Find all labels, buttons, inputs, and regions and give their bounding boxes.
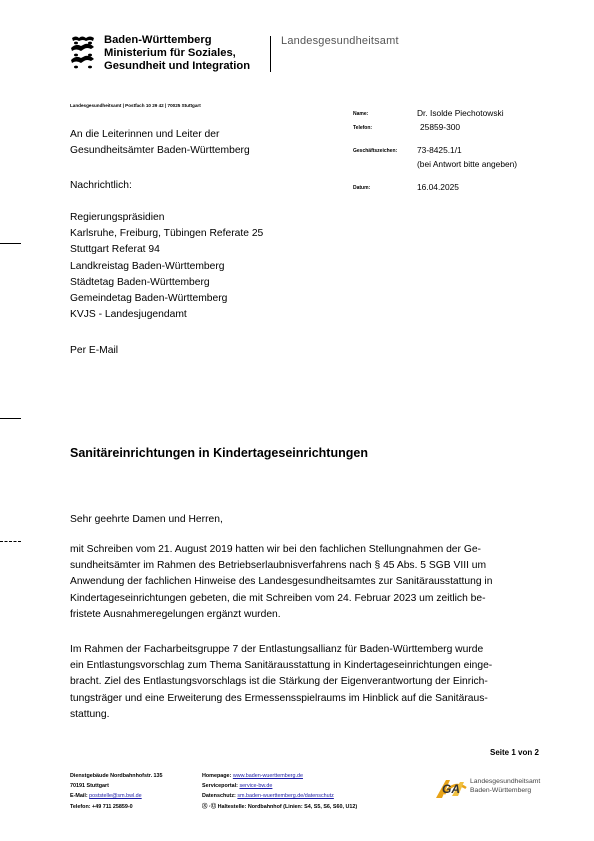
logo-text-line: Landesgesundheitsamt xyxy=(470,778,541,785)
cc-list xyxy=(70,210,263,323)
cc-item: Stuttgart Referat 94 xyxy=(70,244,160,256)
ministry-name xyxy=(104,34,250,73)
cc-item: Gemeindetag Baden-Württemberg xyxy=(70,293,228,305)
cc-item: Regierungspräsidien xyxy=(70,212,165,223)
paragraph-line: mit Schreiben vom 21. August 2019 hatten wir bei den fachlichen Stellungnahmen der Ge- xyxy=(70,544,481,555)
cc-item: KVJS - Landesjugendamt xyxy=(70,309,187,321)
footer-email-label: E-Mail: xyxy=(70,793,88,800)
footer-transit: Haltestelle: Nordbahnhof (Linien: S4, S5, S6, S60, U12) xyxy=(217,803,358,810)
recipient-address xyxy=(70,127,250,159)
header-divider xyxy=(270,36,271,72)
sbahn-icon: Ⓢ xyxy=(202,803,208,810)
footer-privacy-label: Datenschutz: xyxy=(202,793,236,800)
date-label: Datum: xyxy=(353,185,371,191)
logo-text-line: Baden-Württemberg xyxy=(470,786,532,794)
paragraph-line: ein Entlastungsvorschlag zum Thema Sanitärausstattung in Kindertageseinrichtungen einge- xyxy=(70,660,493,672)
salutation: Sehr geehrte Damen und Herren, xyxy=(70,514,223,525)
paragraph-line: sundheitsämter im Rahmen des Betriebserlaubnisverfahrens nach § 45 Abs. 5 SGB VIII um xyxy=(70,560,487,572)
lga-logo-text xyxy=(470,778,540,795)
sender-address-line: Landesgesundheitsamt | Postfach 10 29 42 | 70025 Stuttgart xyxy=(70,103,201,108)
ubahn-icon: ·Ⓤ xyxy=(208,803,217,810)
footer-address xyxy=(70,771,163,812)
recipient-line: An die Leiterinnen und Leiter der xyxy=(70,129,220,140)
fold-mark xyxy=(0,418,21,419)
recipient-line: Gesundheitsämter Baden-Württemberg xyxy=(70,145,250,157)
paragraph-line: Kindertageseinrichtungen gebeten, die mit Schreiben vom 24. Februar 2023 um zeitlich be- xyxy=(70,592,486,604)
department-name: Landesgesundheitsamt xyxy=(281,35,399,47)
footer-city: 70191 Stuttgart xyxy=(70,783,109,790)
footer-privacy-link[interactable]: sm.baden-wuerttemberg.de/datenschutz xyxy=(237,793,334,800)
paragraph-line: tungsträger und eine Erweiterung des Ermessensspielraums im Hinblick auf die Sanitäraus- xyxy=(70,692,488,704)
date-value: 16.04.2025 xyxy=(417,182,459,192)
page-number: Seite 1 von 2 xyxy=(490,748,539,757)
footer-email-row xyxy=(70,791,163,801)
ministry-line: Ministerium für Soziales, xyxy=(104,47,236,59)
coat-of-arms-icon xyxy=(70,34,96,72)
phone-value: 25859-300 xyxy=(420,122,461,132)
name-value: Dr. Isolde Piechotowski xyxy=(417,108,504,118)
footer-homepage-link[interactable]: www.baden-wuerttemberg.de xyxy=(232,773,303,779)
footer-homepage-label: Homepage: xyxy=(202,773,232,779)
ministry-line: Gesundheit und Integration xyxy=(104,60,251,72)
cc-item: Karlsruhe, Freiburg, Tübingen Referate 25 xyxy=(70,228,264,240)
phone-label: Telefon: xyxy=(353,125,373,131)
body-paragraph xyxy=(70,642,532,723)
reference-note: (bei Antwort bitte angeben) xyxy=(417,159,518,169)
name-label: Name: xyxy=(353,111,369,117)
footer-privacy-row xyxy=(202,791,357,801)
cc-item: Städtetag Baden-Württemberg xyxy=(70,276,210,288)
svg-text:GA: GA xyxy=(442,782,460,796)
paragraph-line: Im Rahmen der Facharbeitsgruppe 7 der Entlastungsallianz für Baden-Württemberg wurde xyxy=(70,644,484,655)
cc-item: Landkreistag Baden-Württemberg xyxy=(70,260,225,272)
reference-label: Geschäftszeichen: xyxy=(353,148,398,154)
footer-building: Dienstgebäude Nordbahnhofstr. 135 xyxy=(70,773,163,779)
footer-service-link[interactable]: service-bw.de xyxy=(239,783,273,790)
footer-phone: Telefon: +49 711 25859-0 xyxy=(70,803,133,810)
letter-subject: Sanitäreinrichtungen in Kindertageseinrichtungen xyxy=(70,446,368,460)
footer-homepage-row xyxy=(202,771,357,781)
footer-service-label: Serviceportal: xyxy=(202,783,238,790)
paragraph-line: bracht. Ziel des Entlastungsvorschlags ist die Stärkung der Eigenverantwortung der Einrich- xyxy=(70,676,488,688)
paragraph-line: Anwendung der fachlichen Hinweise des Landesgesundheitsamtes zur Sanitärausstattung in xyxy=(70,576,493,588)
fold-mark xyxy=(0,243,21,244)
body-paragraph xyxy=(70,542,532,623)
footer-email-link[interactable]: poststelle@sm.bwl.de xyxy=(89,793,142,800)
delivery-method: Per E-Mail xyxy=(70,345,119,356)
reference-value: 73-8425.1/1 xyxy=(417,145,462,155)
footer-links xyxy=(202,771,357,812)
punch-mark xyxy=(0,541,21,543)
footer-transit-row xyxy=(202,802,357,812)
ministry-line: Baden-Württemberg xyxy=(104,34,212,46)
paragraph-line: stattung. xyxy=(70,708,110,720)
footer-service-row xyxy=(202,781,357,791)
cc-heading: Nachrichtlich: xyxy=(70,180,132,191)
paragraph-line: fristete Ausnahmeregelungen ergänzt wurden. xyxy=(70,608,281,620)
